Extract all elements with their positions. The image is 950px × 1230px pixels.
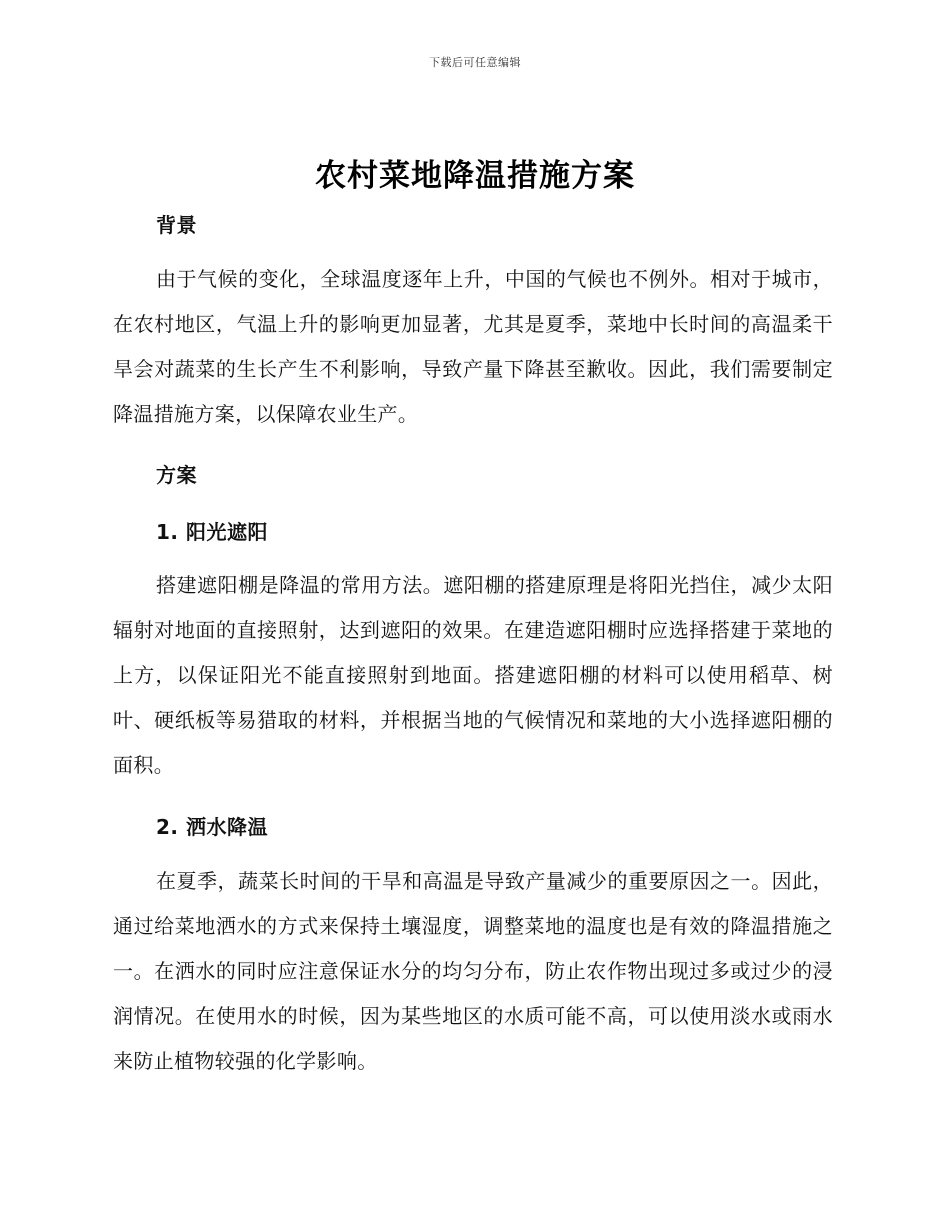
section-heading-shade: 1. 阳光遮阳	[156, 520, 268, 544]
paragraph-shade: 搭建遮阳棚是降温的常用方法。遮阳棚的搭建原理是将阳光挡住，减少太阳辐射对地面的直接照射，达到遮阳的效果。在建造遮阳棚时应选择搭建于菜地的上方，以保证阳光不能直接照射到地面。搭建遮阳棚的材料可以使用稻草、树叶、硬纸板等易猎取的材料，并根据当地的气候情况和菜地的大小选择遮阳棚的面积。	[113, 573, 833, 777]
section-heading-plan: 方案	[156, 463, 197, 487]
document-title: 农村菜地降温措施方案	[315, 158, 635, 194]
header-note: 下载后可任意编辑	[429, 56, 521, 69]
section-heading-watering: 2. 洒水降温	[156, 815, 268, 839]
section-heading-background: 背景	[156, 213, 197, 237]
paragraph-watering: 在夏季，蔬菜长时间的干旱和高温是导致产量减少的重要原因之一。因此，通过给菜地洒水的方式来保持土壤湿度，调整菜地的温度也是有效的降温措施之一。在洒水的同时应注意保证水分的均匀分布，防止农作物出现过多或过少的浸润情况。在使用水的时候，因为某些地区的水质可能不高，可以使用淡水或雨水来防止植物较强的化学影响。	[113, 869, 833, 1073]
paragraph-background: 由于气候的变化，全球温度逐年上升，中国的气候也不例外。相对于城市，在农村地区，气温上升的影响更加显著，尤其是夏季，菜地中长时间的高温柔干旱会对蔬菜的生长产生不利影响，导致产量下降甚至歉收。因此，我们需要制定降温措施方案，以保障农业生产。	[113, 267, 833, 426]
